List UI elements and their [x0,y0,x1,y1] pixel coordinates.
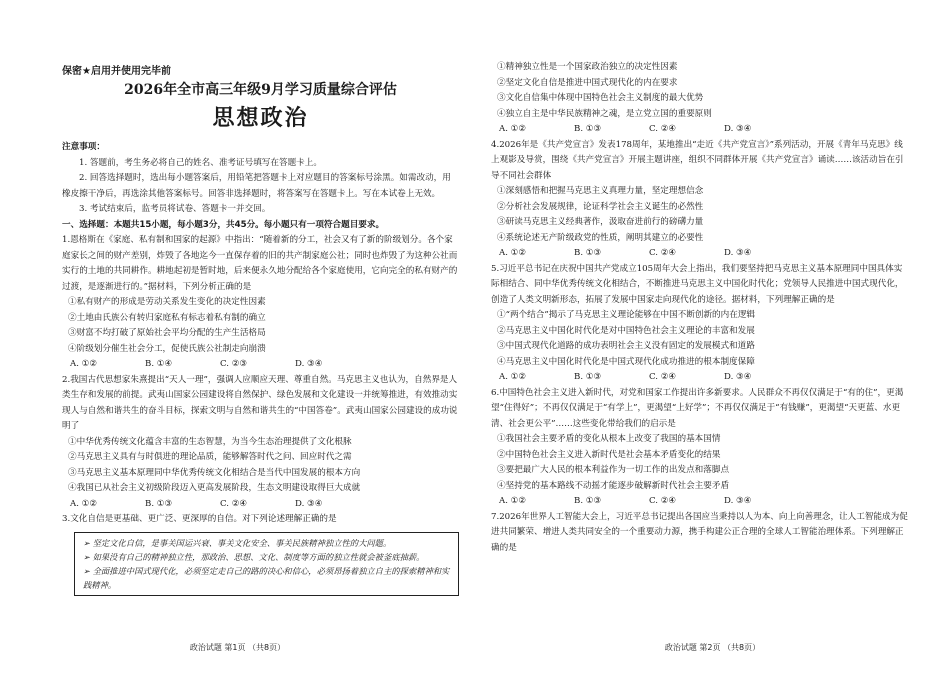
notice-2: 2. 回答选择题时，选出每小题答案后，用铅笔把答题卡上对应题目的答案标号涂黑。如需改动，用橡皮擦干净后，再选涂其他答案标号。回答非选择题时，将答案写在答题卡上。写在本试卷上无效。 [62,173,451,199]
q1-choice-b: B. ①④ [145,359,173,369]
q6-option-1: ①我国社会主要矛盾的变化从根本上改变了我国的基本国情 [497,434,721,444]
q3-choice-d: D. ③④ [724,124,752,134]
q3-choices [491,122,910,138]
q6-choice-b: B. ①③ [574,496,602,506]
q3-quote-1: ➢ 坚定文化自信，是事关国运兴衰、事关文化安全、事关民族精神独立性的大问题。 [83,537,392,548]
q5-choice-a: A. ①② [499,372,527,382]
q2-option-1: ①中华优秀传统文化蕴含丰富的生态智慧，为当今生态治理提供了文化根脉 [68,436,352,447]
q1-choice-a: A. ①② [70,359,98,369]
q1-option-3: ③财富不均打破了原始社会平均分配的生产生活格局 [68,328,266,338]
q1-choice-c: C. ②③ [220,359,248,369]
notice-title: 注意事项： [62,142,105,152]
q4-choice-c: C. ②④ [649,248,677,258]
q4-choice-b: B. ①③ [574,248,602,258]
notice-3: 3. 考试结束后，监考员将试卷、答题卡一并交回。 [79,204,271,214]
q2-option-4: ④我国已从社会主义初级阶段迈入更高发展阶段，生态文明建设取得巨大成就 [68,483,361,493]
page-right [475,0,950,673]
q2-choices [62,497,459,513]
question-7-stem: 7.2026年世界人工智能大会上，习近平总书记提出各国应当秉持以人为本、向上向善理念，让人工智能成为促进共同繁荣、增进人类共同安全的一个重要动力源，携手构建公正合理的全球人工智能治理体系。下列理解正确的是 [491,511,908,553]
q4-choice-a: A. ①② [499,248,527,258]
q6-choices [491,494,910,510]
notice-1: 1. 答题前，考生务必将自己的姓名、准考证号填写在答题卡上。 [79,157,322,168]
q6-choice-a: A. ①② [499,496,527,506]
q4-option-3: ③研读马克思主义经典著作，汲取奋进前行的磅礴力量 [497,217,704,227]
secret-label: 保密★启用并使用完毕前 [62,66,171,77]
q1-option-1: ①私有财产的形成是劳动关系发生变化的决定性因素 [68,297,266,307]
q4-option-4: ④系统论述无产阶级政党的性质，阐明其建立的必要性 [497,232,704,243]
q3-choice-c: C. ②④ [649,124,677,134]
subject-title: 思想政治 [212,105,309,131]
section-heading: 一、选择题：本题共15小题，每小题3分，共45分。每小题只有一项符合题目要求。 [62,219,385,230]
q4-option-2: ②分析社会发展规律，论证科学社会主义诞生的必然性 [497,201,704,212]
q2-choice-d: D. ③④ [295,498,323,509]
q2-choice-a: A. ①② [70,498,98,509]
q1-option-2: ②土地由氏族公有转归家庭私有标志着私有制的确立 [68,312,266,323]
q3-option-3: ③文化自信集中体现中国特色社会主义制度的最大优势 [497,93,704,103]
q2-choice-b: B. ①③ [145,498,173,509]
q3-option-4: ④独立自主是中华民族精神之魂，是立党立国的重要原则 [497,108,712,119]
q3-choice-b: B. ①③ [574,124,602,134]
q3-choice-a: A. ①② [499,124,527,134]
question-2-stem: 2.我国古代思想家朱熹提出“天人一理”，强调人应顺应天理、尊重自然。马克思主义也认为，自然界是人类生存和发展的前提。武夷山国家公园建设将自然保护、绿色发展和文化建设一并统筹推进，有效推动实现人与自然和谐共生的奋斗目标，探索文明与自然和谐共生的“中国答卷”。武夷山国家公园建设的成功说明了 [62,374,458,431]
q6-option-3: ③要把最广大人民的根本利益作为一切工作的出发点和落脚点 [497,465,730,475]
q2-choice-c: C. ②④ [220,498,248,509]
q4-choice-d: D. ③④ [724,248,752,258]
q6-option-2: ②中国特色社会主义进入新时代是社会基本矛盾变化的结果 [497,449,721,460]
q2-option-2: ②马克思主义具有与时俱进的理论品质，能够解答时代之问、回应时代之需 [68,452,352,462]
question-4-stem: 4.2026年是《共产党宣言》发表178周年，某地推出“走近《共产党宣言》”系列活动，开展《青年马克思》线上观影及导赏，围绕《共产党宣言》开展主题讲座，组织不同群体开展《共产党宣言》诵读……该活动旨在引导不同社会群体 [491,139,904,181]
q1-option-4: ④阶级划分催生社会分工，促使氏族公社制走向崩溃 [68,343,266,354]
q5-option-4: ④马克思主义中国化时代化是中国式现代化成功推进的根本制度保障 [497,356,755,367]
q5-option-2: ②马克思主义中国化时代化是对中国特色社会主义理论的丰富和发展 [497,325,755,336]
q4-option-1: ①深刻感悟和把握马克思主义真理力量，坚定理想信念 [497,186,704,196]
q4-choices [491,246,910,262]
q6-option-4: ④坚持党的基本路线不动摇才能逐步破解新时代社会主要矛盾 [497,480,730,491]
q5-choice-b: B. ①③ [574,372,602,382]
q6-choice-d: D. ③④ [724,496,752,506]
q5-choice-c: C. ②④ [649,372,677,382]
q5-choices [491,370,910,386]
q2-option-3: ③马克思主义基本原理同中华优秀传统文化相结合是当代中国发展的根本方向 [68,467,361,478]
q3-quote-box [74,532,459,596]
q1-choice-d: D. ③④ [295,359,323,369]
q5-choice-d: D. ③④ [724,372,752,382]
q1-choices [62,357,459,373]
question-1-stem: 1.恩格斯在《家庭、私有制和国家的起源》中指出：“随着新的分工，社会又有了新的阶级划分。各个家庭家长之间的财产差别，炸毁了各地迄今一直保存着的旧的共产制家庭公社；同时也炸毁了为这种公社而实行的土地的共同耕作。耕地起初是暂时地，后来便永久地分配给各个家庭使用，它向完全的私有财产的过渡，是逐渐进行的。”据材料，下列分析正确的是 [62,235,458,292]
q6-choice-c: C. ②④ [649,496,677,506]
q3-option-2: ②坚定文化自信是推进中国式现代化的内在要求 [497,77,678,88]
question-6-stem: 6.中国特色社会主义进入新时代，对党和国家工作提出许多新要求。人民群众不再仅仅满足于“有的住”，更渴望“住得好”；不再仅仅满足于“有学上”，更渴望“上好学”；不再仅仅满足于“有钱赚”，更渴望“天更蓝、水更清、社会更公平”……这些变化带给我们的启示是 [491,387,904,429]
page-footer-2: 政治试题 第2页 （共8页） [664,643,761,652]
exam-title: 2026年全市高三年级9月学习质量综合评估 [124,82,397,98]
q5-option-1: ①“两个结合”揭示了马克思主义理论能够在中国不断创新的内在逻辑 [497,310,756,320]
q5-option-3: ③中国式现代化道路的成功表明社会主义没有固定的发展模式和道路 [497,341,755,351]
page-footer-1: 政治试题 第1页 （共8页） [189,643,286,652]
question-3-stem: 3.文化自信是更基础、更广泛、更深厚的自信。对下列论述理解正确的是 [62,514,337,524]
question-5-stem: 5.习近平总书记在庆祝中国共产党成立105周年大会上指出，我们要坚持把马克思主义基本原理同中国具体实际相结合、同中华优秀传统文化相结合，不断推进马克思主义中国化时代化；党领导人民推进中国式现代化，创造了人类文明新形态，拓展了发展中国家走向现代化的途径。据材料，下列理解正确的是 [491,263,904,305]
q3-quote-3: ➢ 全面推进中国式现代化，必须坚定走自己的路的决心和信心，必须昂扬着独立自主的探索精神和实践精神。 [83,565,450,590]
q3-quote-2: ➢ 如果没有自己的精神独立性，那政治、思想、文化、制度等方面的独立性就会被釜底抽薪。 [83,551,425,562]
q3-option-1: ①精神独立性是一个国家政治独立的决定性因素 [497,62,678,72]
